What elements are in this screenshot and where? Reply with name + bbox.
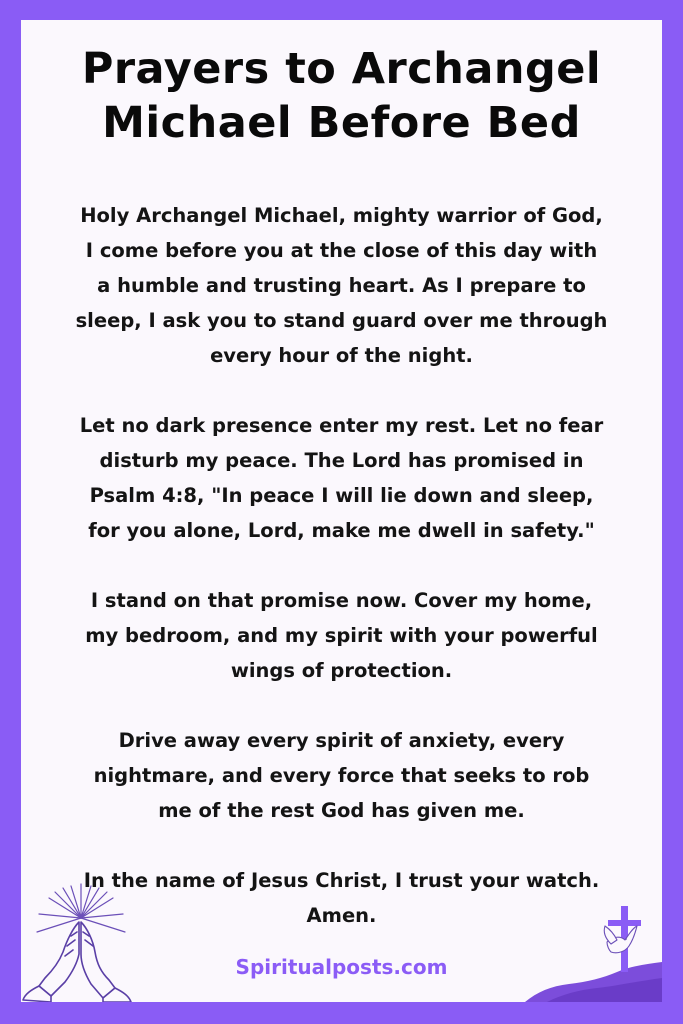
prayer-line: sleep, I ask you to stand guard over me through (75, 309, 608, 332)
prayer-line: In the name of Jesus Christ, I trust your watch. (83, 869, 600, 892)
praying-hands-icon (21, 878, 139, 1002)
title-line-2: Michael Before Bed (102, 98, 581, 148)
page-title (21, 42, 662, 150)
prayer-line: a humble and trusting heart. As I prepare to (97, 274, 586, 297)
dove-icon (604, 926, 637, 953)
prayer-line: disturb my peace. The Lord has promised in (99, 449, 584, 472)
prayer-body (45, 198, 638, 933)
prayer-line: me of the rest God has given me. (158, 799, 525, 822)
prayer-line: I stand on that promise now. Cover my home, (90, 589, 593, 612)
prayer-line: my bedroom, and my spirit with your powerful (85, 624, 598, 647)
prayer-line: Holy Archangel Michael, mighty warrior of God, (80, 204, 603, 227)
prayer-paragraph-3 (45, 583, 638, 688)
prayer-line: Psalm 4:8, "In peace I will lie down and sleep, (89, 484, 594, 507)
prayer-paragraph-2 (45, 408, 638, 548)
prayer-paragraph-4 (45, 723, 638, 828)
prayer-line: wings of protection. (230, 659, 453, 682)
prayer-line: Let no dark presence enter my rest. Let no fear (79, 414, 604, 437)
prayer-line: for you alone, Lord, make me dwell in safety." (88, 519, 595, 542)
prayer-line: every hour of the night. (210, 344, 473, 367)
prayer-line: I come before you at the close of this day with (85, 239, 598, 262)
cross-on-hill-icon (507, 900, 662, 1002)
prayer-line: nightmare, and every force that seeks to rob (93, 764, 590, 787)
title-line-1: Prayers to Archangel (81, 44, 602, 94)
prayer-line: Amen. (306, 904, 377, 927)
footer-site-name: Spiritualposts.com (235, 955, 448, 979)
prayer-line: Drive away every spirit of anxiety, every (118, 729, 565, 752)
prayer-card (21, 20, 662, 1002)
prayer-paragraph-1 (45, 198, 638, 373)
